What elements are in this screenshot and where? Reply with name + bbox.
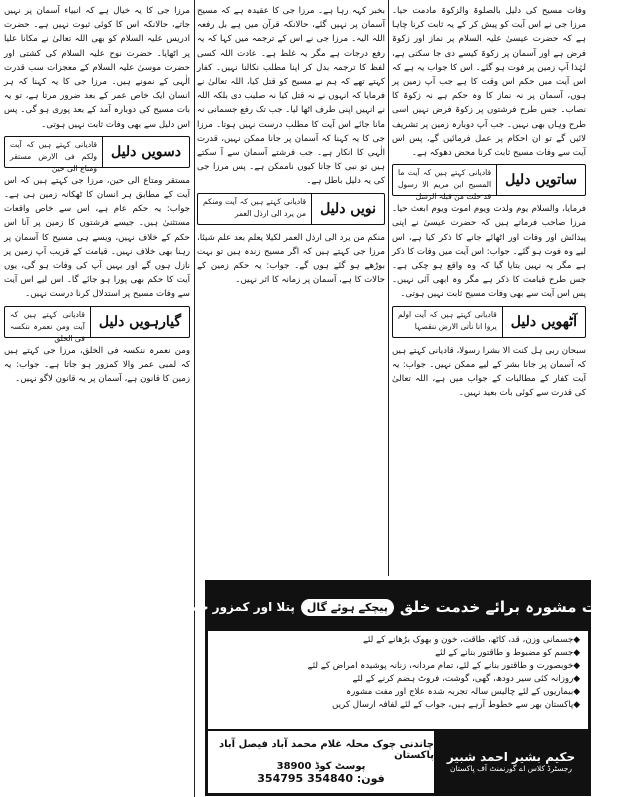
ad-benefit-item: ◆ جسمانی وزن، قد، کاٹھ، طاقت، خون و بھوک بڑھانے کے لئے	[216, 634, 580, 647]
heading-subtitle: قادیانی کہتے ہیں کہ آیت ولکم فی الارض مستقر ومتاع الی حین	[10, 139, 98, 173]
right-bottom-text: سبحان ربی ہل کنت الا بشرا رسولا، قادیانی کہتے ہیں کہ آسمان پر جانا بشر کے لیے ممکن نہیں۔ جواب: یہ آیت کفار کے مطالبات کے جواب میں ہے، اللہ تعالیٰ کی قدرت سے کوئی بات بعید نہیں۔	[392, 345, 586, 399]
eleventh-argument-heading	[4, 306, 190, 343]
heading-title: آٹھویں دلیل	[502, 307, 585, 337]
ad-benefit-item: ◆ روزانہ کئی سیر دودھ، گھی، گوشت، فروٹ ہضم کرنے کے لئے	[216, 673, 580, 686]
seventh-argument-heading	[392, 164, 586, 202]
heading-title: ساتویں دلیل	[496, 165, 585, 195]
column-divider	[388, 0, 389, 576]
advertiser-name: حکیم بشیر احمد شبیر	[446, 750, 576, 764]
advertisement-box	[178, 580, 618, 796]
ad-benefits-list	[208, 631, 588, 712]
ad-benefit-item: ◆ پاکستان بھر سے خطوط آرہے ہیں، جواب کے لئے لفافہ ارسال کریں	[216, 699, 580, 712]
left-mid-text: مستقر ومتاع الی حین، مرزا جی کہتے ہیں کہ اس آیت کے مطابق ہر انسان کا ٹھکانہ زمین ہی ہے۔ جواب: یہ حکم عام ہے، اس سے خاص واقعات مستثنیٰ ہیں۔ جیسے فرشتوں کا زمین پر آنا اس حکم کے خلاف نہیں، ویسے ہی مسیح کا آسمان پر رہنا بھی خلاف نہیں۔ قیامت کے قریب آپ زمین پر نازل ہوں گے اور یہیں آپ کی وفات ہو گی، یوں آیت کا حکم بھی پورا ہو جائے گا۔ اس لیے اس آیت سے وفات مسیح پر استدلال کرنا درست نہیں۔	[4, 175, 190, 300]
ad-postcode: پوسٹ کوڈ 38900	[276, 761, 366, 772]
tenth-argument-heading	[4, 136, 190, 173]
ad-address: چاندنی چوک محلہ غلام محمد آباد فیصل آباد پاکستان	[219, 739, 434, 761]
heading-subtitle: قادیانی کہتے ہیں کہ آیت ما المسیح ابن مریم الا رسول قد خلت من قبلہ الرسل	[398, 168, 492, 202]
ad-contact	[208, 731, 434, 793]
ad-advertiser-name	[434, 731, 588, 793]
middle-bottom-text: منکم من یرد الی ارذل العمر لکیلا یعلم بعد علم شیئا، مرزا جی کہتے ہیں کہ اگر مسیح زندہ ہیں تو بہت بوڑھے ہو گئے ہوں گے۔ جواب: یہ حکم زمین کے حالات کا ہے، آسمان پر زمانہ کا اثر نہیں۔	[197, 232, 385, 286]
ad-benefit-item: ◆ بیماریوں کے لئے چالیس سالہ تجربہ شدہ علاج اور مفت مشورہ	[216, 686, 580, 699]
middle-column	[197, 4, 385, 576]
heading-subtitle: قادیانی کہتے ہیں کہ آیت اولم یروا انا نأتی الارض ننقصہا	[398, 309, 497, 331]
ad-banner-tail: پتلا اور کمزور جسم	[178, 600, 295, 614]
ninth-argument-heading	[197, 193, 385, 225]
advertiser-registration: رجسٹرڈ کلاس اے گورنمنٹ آف پاکستان	[450, 764, 572, 773]
middle-top-text: بخبر کہہ رہا ہے۔ مرزا جی کا عقیدہ ہے کہ مسیح آسمان پر نہیں گئے، حالانکہ قرآن میں ہے بل رفعہ اللہ الیہ۔ مرزا جی نے اس کے ترجمہ میں کہا کہ یہ رفع درجات ہے مگر یہ غلط ہے۔ عادت اللہ کسی لفظ کا ترجمہ بدل کر اپنا مطلب نکالنا نہیں۔ کفار کہتے تھے کہ ہم نے مسیح کو قتل کیا، اللہ تعالیٰ نے فرمایا کہ انہوں نے نہ قتل کیا نہ صلیب دی بلکہ اللہ نے انہیں اپنی طرف اٹھا لیا۔ جب تک رفع جسمانی نہ مانا جائے اس آیت کا مطلب درست نہیں ہوتا۔ مرزا جی کا یہ کہنا کہ آسمان پر جانا ممکن نہیں، قدرت الٰہی کا انکار ہے۔ جب فرشتے آسمان سے آ سکتے ہیں تو نبی کا جانا کیوں ناممکن ہے۔ پس مرزا جی کی یہ دلیل باطل ہے۔	[197, 6, 385, 187]
left-top-text: مرزا جی کا یہ خیال ہے کہ انبیاء آسمان پر نہیں جاتے، حالانکہ اس کا کوئی ثبوت نہیں ہے۔ حضرت ادریس علیہ السلام کو بھی اللہ تعالیٰ نے مکانا علیا پر اٹھایا۔ حضرت نوح علیہ السلام کی کشتی اور حضرت موسیٰ علیہ السلام کے معجزات سب قدرت الٰہی کے نمونے ہیں۔ مرزا جی کا یہ کہنا کہ ہر انسان ایک خاص عمر کے بعد ضرور مرتا ہے، تو یہ بات مسیح کی دوبارہ آمد کے بعد پوری ہو گی۔ پس اس دلیل سے بھی وفات ثابت نہیں ہوتی۔	[4, 6, 190, 130]
heading-subtitle: قادیانی کہتے ہیں کہ آیت ومنکم من یرد الی ارذل العمر	[203, 196, 307, 218]
phone-number-1: 354840	[307, 772, 353, 785]
phone-number-2: 354795	[257, 772, 304, 785]
heading-title: نویں دلیل	[311, 194, 384, 224]
heading-title: گیارہویں دلیل	[90, 307, 189, 337]
ad-phones	[257, 772, 384, 785]
ad-footer	[208, 729, 588, 793]
ad-benefit-item: ◆ خوبصورت و طاقتور بنانے کے لئے، تمام مردانہ، زنانہ پوشیدہ امراض کے لئے	[216, 660, 580, 673]
heading-subtitle: قادیانی کہتے ہیں کہ آیت ومن نعمرہ ننکسہ فی الخلق	[10, 309, 85, 343]
left-bottom-text: ومن نعمرہ ننکسہ فی الخلق، مرزا جی کہتے ہیں کہ لمبی عمر والا کمزور ہو جاتا ہے۔ جواب: یہ زمین کا قانون ہے، آسمان پر یہ قانون لاگو نہیں۔	[4, 345, 190, 385]
phone-label: فون:	[356, 772, 385, 785]
right-top-text: وفات مسیح کی دلیل بالصلوۃ والزکوۃ مادمت حیا۔ مرزا جی نے اس آیت کو پیش کر کے یہ ثابت کرنا چاہا ہے کہ حضرت عیسیٰ علیہ السلام پر نماز اور زکوۃ فرض ہے اور آسمان پر زکوۃ کیسے دی جا سکتی ہے، لہٰذا آپ زمین پر فوت ہو گئے۔ اس کا جواب یہ ہے کہ اس آیت میں حکم اس وقت کا ہے جب آپ زمین پر ہوں، آسمان پر نہ نماز کا وہ حکم ہے نہ زکوۃ کا نصاب۔ جس طرح فرشتوں پر زکوۃ فرض نہیں اسی طرح وہاں بھی نہیں۔ جب آپ دوبارہ زمین پر تشریف لائیں گے تو ان احکام پر عمل فرمائیں گے، پس اس آیت سے وفات مسیح ثابت کرنا محض دھوکہ ہے۔	[392, 6, 586, 159]
right-column	[392, 4, 586, 576]
heading-title: دسویں دلیل	[102, 137, 189, 167]
ad-banner-title: مفت مشورہ برائے خدمت خلق	[399, 598, 618, 616]
right-mid-text: فرمایا، والسلام یوم ولدت ویوم اموت ویوم ابعث حیا۔ مرزا صاحب فرماتے ہیں کہ حضرت عیسیٰ نے اپنی پیدائش اور وفات اور اٹھائے جانے کا ذکر کیا ہے، اس لیے وہ فوت ہو گئے۔ جواب: اس آیت میں وفات کا ذکر ہے مگر یہ نہیں بتایا گیا کہ وہ واقع ہو چکی ہے۔ جس طرح قیامت کا ذکر ہے مگر وہ ابھی آئی نہیں۔ پس اس آیت سے بھی وفات مسیح ثابت نہیں ہوتی۔	[392, 204, 586, 300]
left-column	[4, 4, 190, 793]
eighth-argument-heading	[392, 306, 586, 338]
ad-banner	[178, 583, 618, 631]
ad-banner-badge: پیچکے ہوئے گال	[301, 599, 394, 616]
ad-benefit-item: ◆ جسم کو مضبوط و طاقتور بنانے کے لئے	[216, 647, 580, 660]
column-divider	[194, 0, 195, 797]
